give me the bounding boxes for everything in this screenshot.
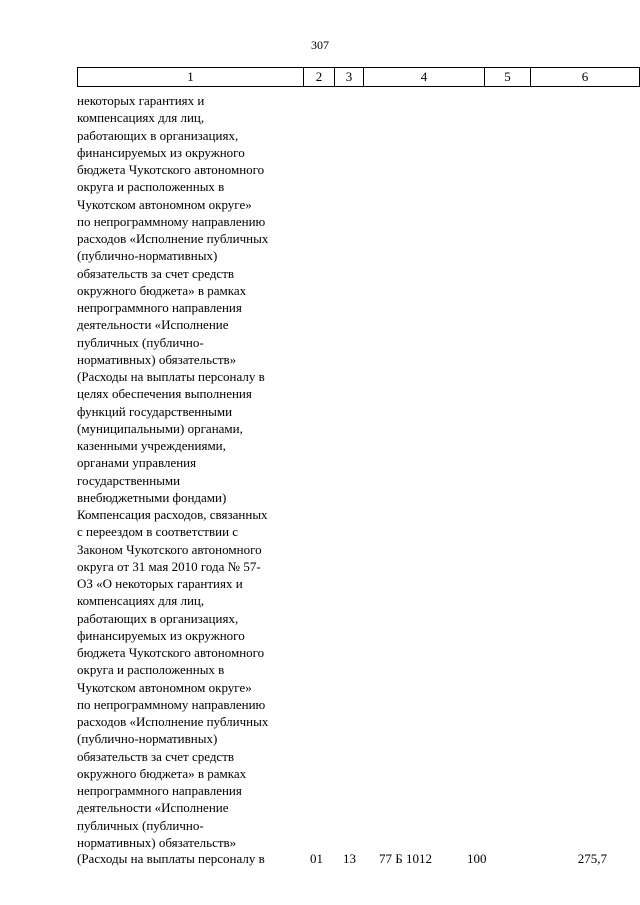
column-header-table [77,67,640,87]
column-header-6: 6 [531,68,640,87]
text-line: (муниципальными) органами, [77,420,243,436]
text-line: нормативных) обязательств» [77,351,237,367]
page-number: 307 [311,38,329,52]
text-line: целях обеспечения выполнения [77,386,252,402]
text-line: округа от 31 мая 2010 года № 57- [77,558,261,574]
text-line: компенсациях для лиц, [77,593,205,609]
text-line: финансируемых из окружного [77,144,245,160]
text-line: внебюджетными фондами) [77,489,227,505]
budget-row-subsection: 13 [343,851,356,866]
text-line: компенсациях для лиц, [77,110,205,126]
text-line: бюджета Чукотского автономного [77,645,265,660]
text-line: финансируемых из окружного [77,627,245,643]
budget-row [0,850,640,867]
budget-row-section: 01 [310,851,323,866]
text-line: публичных (публично- [77,817,204,833]
text-line: бюджета Чукотского автономного [77,162,265,177]
budget-row-amount: 275,7 [577,851,607,866]
text-line: (публично-нормативных) [77,248,218,264]
text-line: обязательств за счет средств [77,748,235,764]
text-line: (публично-нормативных) [77,731,218,747]
text-line: Чукотском автономном округе» [77,196,252,212]
column-header-4: 4 [364,68,485,87]
text-line: государственными [77,472,181,488]
text-line: расходов «Исполнение публичных [77,714,269,729]
column-header-5: 5 [485,68,531,87]
text-line: деятельности «Исполнение [77,317,229,333]
description-text-block [77,92,307,851]
text-line: функций государственными [77,403,233,419]
text-line: публичных (публично- [77,334,204,350]
text-line: округа и расположенных в [77,662,225,678]
budget-row-expense-type: 100 [467,851,487,866]
text-line: работающих в организациях, [77,127,239,143]
budget-row-description: (Расходы на выплаты персоналу в [77,851,265,866]
column-header-1: 1 [78,68,304,87]
text-line: с переездом в соответствии с [77,524,239,540]
text-line: работающих в организациях, [77,610,239,626]
text-line: окружного бюджета» в рамках [77,282,247,298]
text-line: расходов «Исполнение публичных [77,231,269,246]
text-line: Законом Чукотского автономного [77,541,262,557]
text-line: нормативных) обязательств» [77,834,237,850]
text-line: казенными учреждениями, [77,438,226,453]
text-line: органами управления [77,455,197,471]
text-line: окружного бюджета» в рамках [77,765,247,781]
text-line: Чукотском автономном округе» [77,679,252,695]
text-line: округа и расположенных в [77,179,225,195]
budget-row-target-article: 77 Б 1012 [379,851,432,866]
text-line: непрограммного направления [77,300,242,315]
column-header-row [78,68,640,87]
text-line: по непрограммному направлению [77,213,266,229]
text-line: по непрограммному направлению [77,696,266,712]
text-line: непрограммного направления [77,783,242,798]
text-line: Компенсация расходов, связанных [77,507,268,522]
text-line: деятельности «Исполнение [77,800,229,816]
text-line: некоторых гарантиях и [77,93,205,108]
text-line: (Расходы на выплаты персоналу в [77,369,265,384]
text-line: ОЗ «О некоторых гарантиях и [77,576,243,591]
text-line: обязательств за счет средств [77,265,235,281]
column-header-3: 3 [335,68,364,87]
column-header-2: 2 [304,68,335,87]
